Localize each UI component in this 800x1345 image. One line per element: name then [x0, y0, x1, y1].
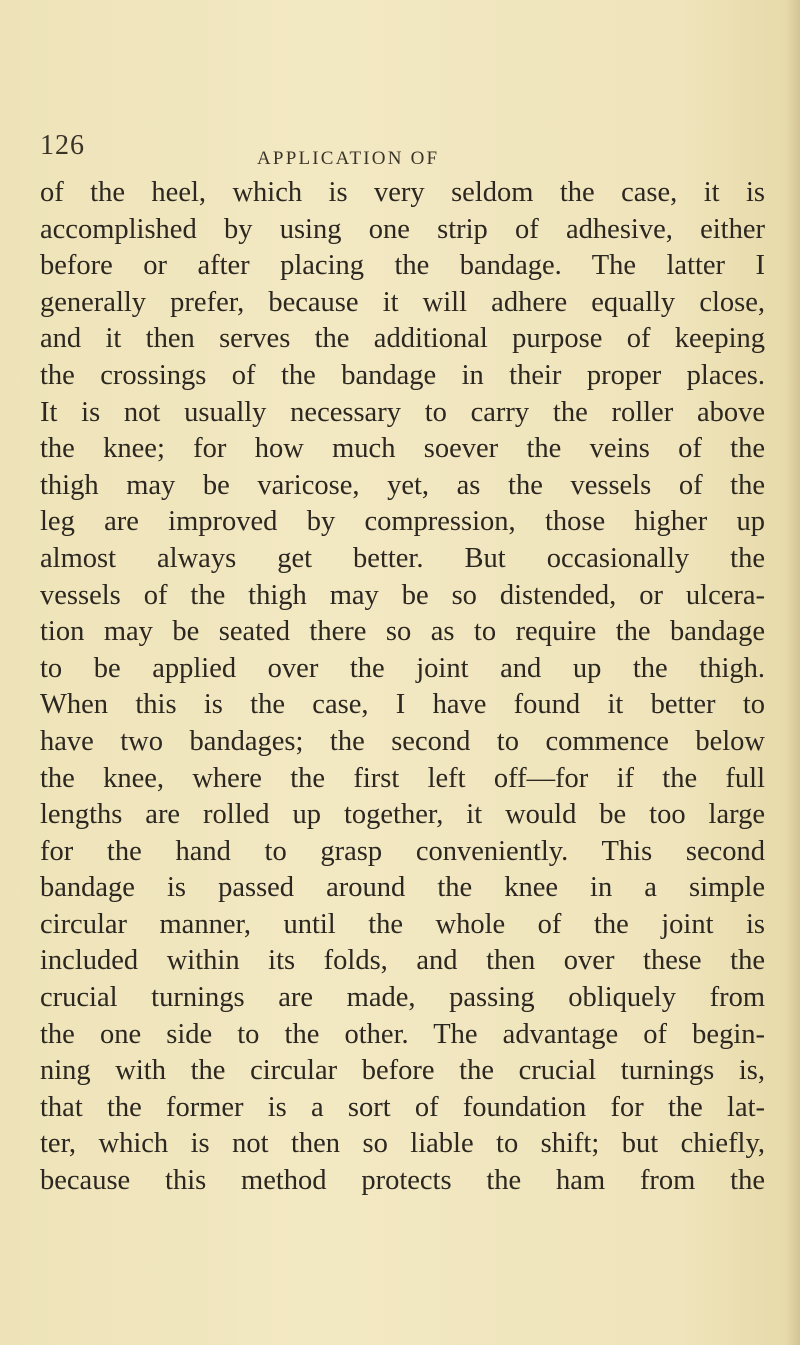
page-header — [40, 130, 760, 170]
text-line: the knee; for how much soever the veins of the — [40, 433, 765, 465]
text-line: have two bandages; the second to commence below — [40, 725, 765, 757]
text-line: ter, which is not then so liable to shift; but chiefly, — [40, 1128, 765, 1160]
text-line: the one side to the other. The advantage of begin- — [40, 1018, 765, 1050]
text-line: before or after placing the bandage. The latter I — [40, 250, 765, 282]
text-line: circular manner, until the whole of the joint is — [40, 908, 765, 940]
page-number: 126 — [40, 130, 85, 161]
text-line: tion may be seated there so as to require the bandage — [40, 616, 765, 648]
text-line: thigh may be varicose, yet, as the vessels of the — [40, 469, 765, 501]
text-line: crucial turnings are made, passing obliquely from — [40, 982, 765, 1014]
text-line: and it then serves the additional purpose of keeping — [40, 323, 765, 355]
text-line: of the heel, which is very seldom the case, it is — [40, 177, 765, 208]
body-text — [40, 175, 765, 1200]
running-head: APPLICATION OF — [257, 148, 440, 169]
text-line: included within its folds, and then over these the — [40, 945, 765, 977]
text-line: because this method protects the ham from the — [40, 1165, 765, 1197]
page-edge-shadow — [786, 0, 800, 1345]
text-line: vessels of the thigh may be so distended, or ulcera- — [40, 579, 765, 611]
text-line: bandage is passed around the knee in a simple — [40, 872, 765, 904]
text-line: to be applied over the joint and up the thigh. — [40, 652, 765, 684]
text-line: generally prefer, because it will adhere equally close, — [40, 286, 765, 318]
text-line: the knee, where the first left off—for if the full — [40, 762, 765, 794]
text-line: It is not usually necessary to carry the roller above — [40, 396, 765, 428]
text-line: almost always get better. But occasionally the — [40, 542, 765, 574]
text-line: that the former is a sort of foundation for the lat- — [40, 1091, 765, 1123]
text-line: the crossings of the bandage in their proper places. — [40, 359, 765, 391]
text-line: leg are improved by compression, those higher up — [40, 506, 765, 538]
text-line: When this is the case, I have found it better to — [40, 689, 765, 721]
text-line: ning with the circular before the crucial turnings is, — [40, 1055, 765, 1087]
text-line: lengths are rolled up together, it would be too large — [40, 799, 765, 831]
text-line: for the hand to grasp conveniently. This second — [40, 835, 765, 867]
text-line: accomplished by using one strip of adhesive, either — [40, 213, 765, 245]
